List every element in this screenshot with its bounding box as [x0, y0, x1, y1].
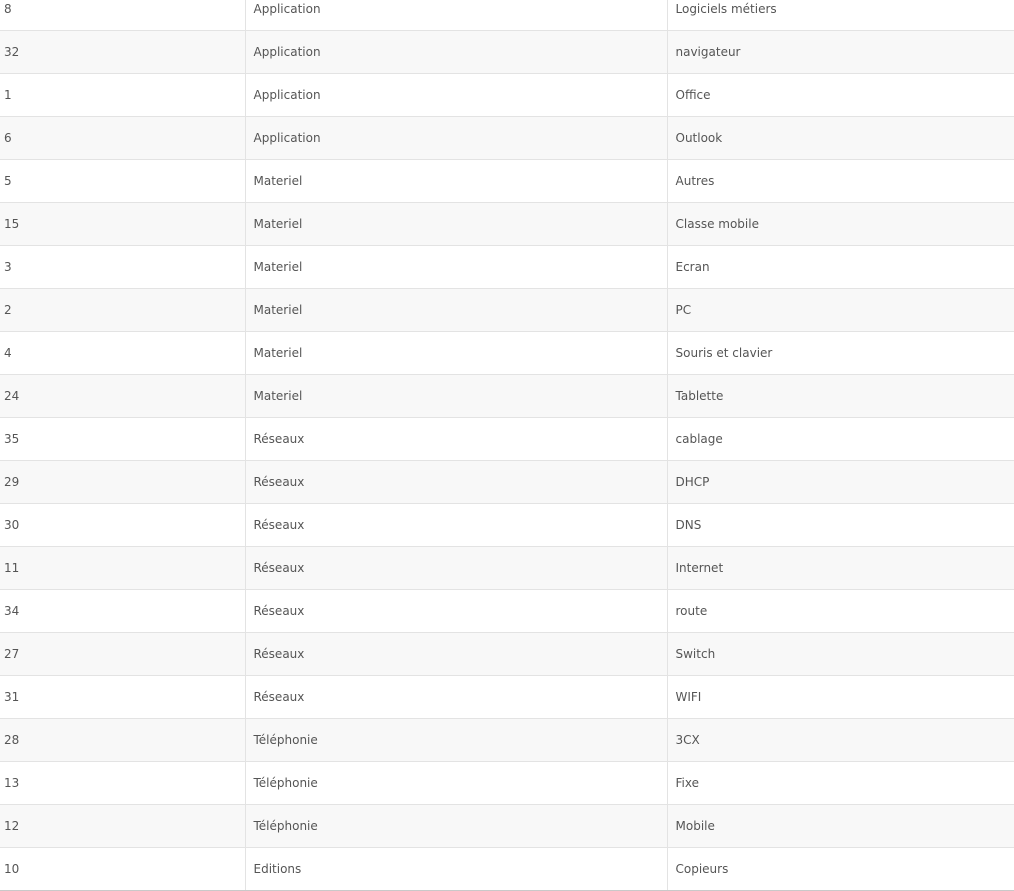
table-row[interactable] — [0, 0, 1014, 31]
cell-subcategory: navigateur — [667, 31, 1014, 74]
cell-subcategory: Fixe — [667, 762, 1014, 805]
cell-id: 12 — [0, 805, 245, 848]
cell-subcategory: WIFI — [667, 676, 1014, 719]
cell-category: Réseaux — [245, 676, 667, 719]
cell-category: Materiel — [245, 246, 667, 289]
cell-category: Materiel — [245, 160, 667, 203]
cell-subcategory: Mobile — [667, 805, 1014, 848]
cell-subcategory: Switch — [667, 633, 1014, 676]
table-row[interactable] — [0, 805, 1014, 848]
table-row[interactable] — [0, 676, 1014, 719]
cell-subcategory: Tablette — [667, 375, 1014, 418]
cell-category: Réseaux — [245, 547, 667, 590]
cell-category: Application — [245, 31, 667, 74]
cell-id: 10 — [0, 848, 245, 891]
cell-id: 1 — [0, 74, 245, 117]
cell-subcategory: Logiciels métiers — [667, 0, 1014, 31]
cell-id: 2 — [0, 289, 245, 332]
cell-id: 27 — [0, 633, 245, 676]
cell-id: 6 — [0, 117, 245, 160]
cell-id: 28 — [0, 719, 245, 762]
cell-category: Application — [245, 74, 667, 117]
table-row[interactable] — [0, 246, 1014, 289]
cell-id: 13 — [0, 762, 245, 805]
cell-id: 8 — [0, 0, 245, 31]
cell-category: Téléphonie — [245, 805, 667, 848]
table-row[interactable] — [0, 762, 1014, 805]
cell-id: 15 — [0, 203, 245, 246]
table-row[interactable] — [0, 203, 1014, 246]
cell-subcategory: DNS — [667, 504, 1014, 547]
table-row[interactable] — [0, 418, 1014, 461]
cell-subcategory: Souris et clavier — [667, 332, 1014, 375]
cell-category: Réseaux — [245, 504, 667, 547]
cell-id: 31 — [0, 676, 245, 719]
cell-id: 11 — [0, 547, 245, 590]
table-row[interactable] — [0, 117, 1014, 160]
cell-subcategory: cablage — [667, 418, 1014, 461]
cell-category: Editions — [245, 848, 667, 891]
cell-id: 24 — [0, 375, 245, 418]
cell-category: Réseaux — [245, 590, 667, 633]
table-row[interactable] — [0, 590, 1014, 633]
cell-category: Application — [245, 117, 667, 160]
cell-id: 32 — [0, 31, 245, 74]
cell-subcategory: Office — [667, 74, 1014, 117]
cell-subcategory: 3CX — [667, 719, 1014, 762]
table-row[interactable] — [0, 547, 1014, 590]
table-row[interactable] — [0, 461, 1014, 504]
cell-subcategory: route — [667, 590, 1014, 633]
cell-subcategory: DHCP — [667, 461, 1014, 504]
cell-subcategory: Outlook — [667, 117, 1014, 160]
table-row[interactable] — [0, 160, 1014, 203]
table-row[interactable] — [0, 375, 1014, 418]
table-row[interactable] — [0, 504, 1014, 547]
cell-category: Réseaux — [245, 461, 667, 504]
cell-id: 34 — [0, 590, 245, 633]
cell-category: Materiel — [245, 332, 667, 375]
cell-category: Réseaux — [245, 418, 667, 461]
cell-category: Materiel — [245, 375, 667, 418]
cell-id: 29 — [0, 461, 245, 504]
cell-id: 5 — [0, 160, 245, 203]
cell-id: 4 — [0, 332, 245, 375]
cell-subcategory: Ecran — [667, 246, 1014, 289]
cell-category: Téléphonie — [245, 762, 667, 805]
table-row[interactable] — [0, 332, 1014, 375]
cell-id: 3 — [0, 246, 245, 289]
table-row[interactable] — [0, 719, 1014, 762]
cell-category: Application — [245, 0, 667, 31]
cell-category: Téléphonie — [245, 719, 667, 762]
cell-subcategory: PC — [667, 289, 1014, 332]
cell-category: Materiel — [245, 289, 667, 332]
cell-category: Réseaux — [245, 633, 667, 676]
cell-subcategory: Classe mobile — [667, 203, 1014, 246]
table-row[interactable] — [0, 31, 1014, 74]
cell-category: Materiel — [245, 203, 667, 246]
table-row[interactable] — [0, 633, 1014, 676]
cell-id: 30 — [0, 504, 245, 547]
cell-id: 35 — [0, 418, 245, 461]
cell-subcategory: Internet — [667, 547, 1014, 590]
table-row[interactable] — [0, 848, 1014, 891]
cell-subcategory: Copieurs — [667, 848, 1014, 891]
cell-subcategory: Autres — [667, 160, 1014, 203]
table-row[interactable] — [0, 289, 1014, 332]
table-row[interactable] — [0, 74, 1014, 117]
